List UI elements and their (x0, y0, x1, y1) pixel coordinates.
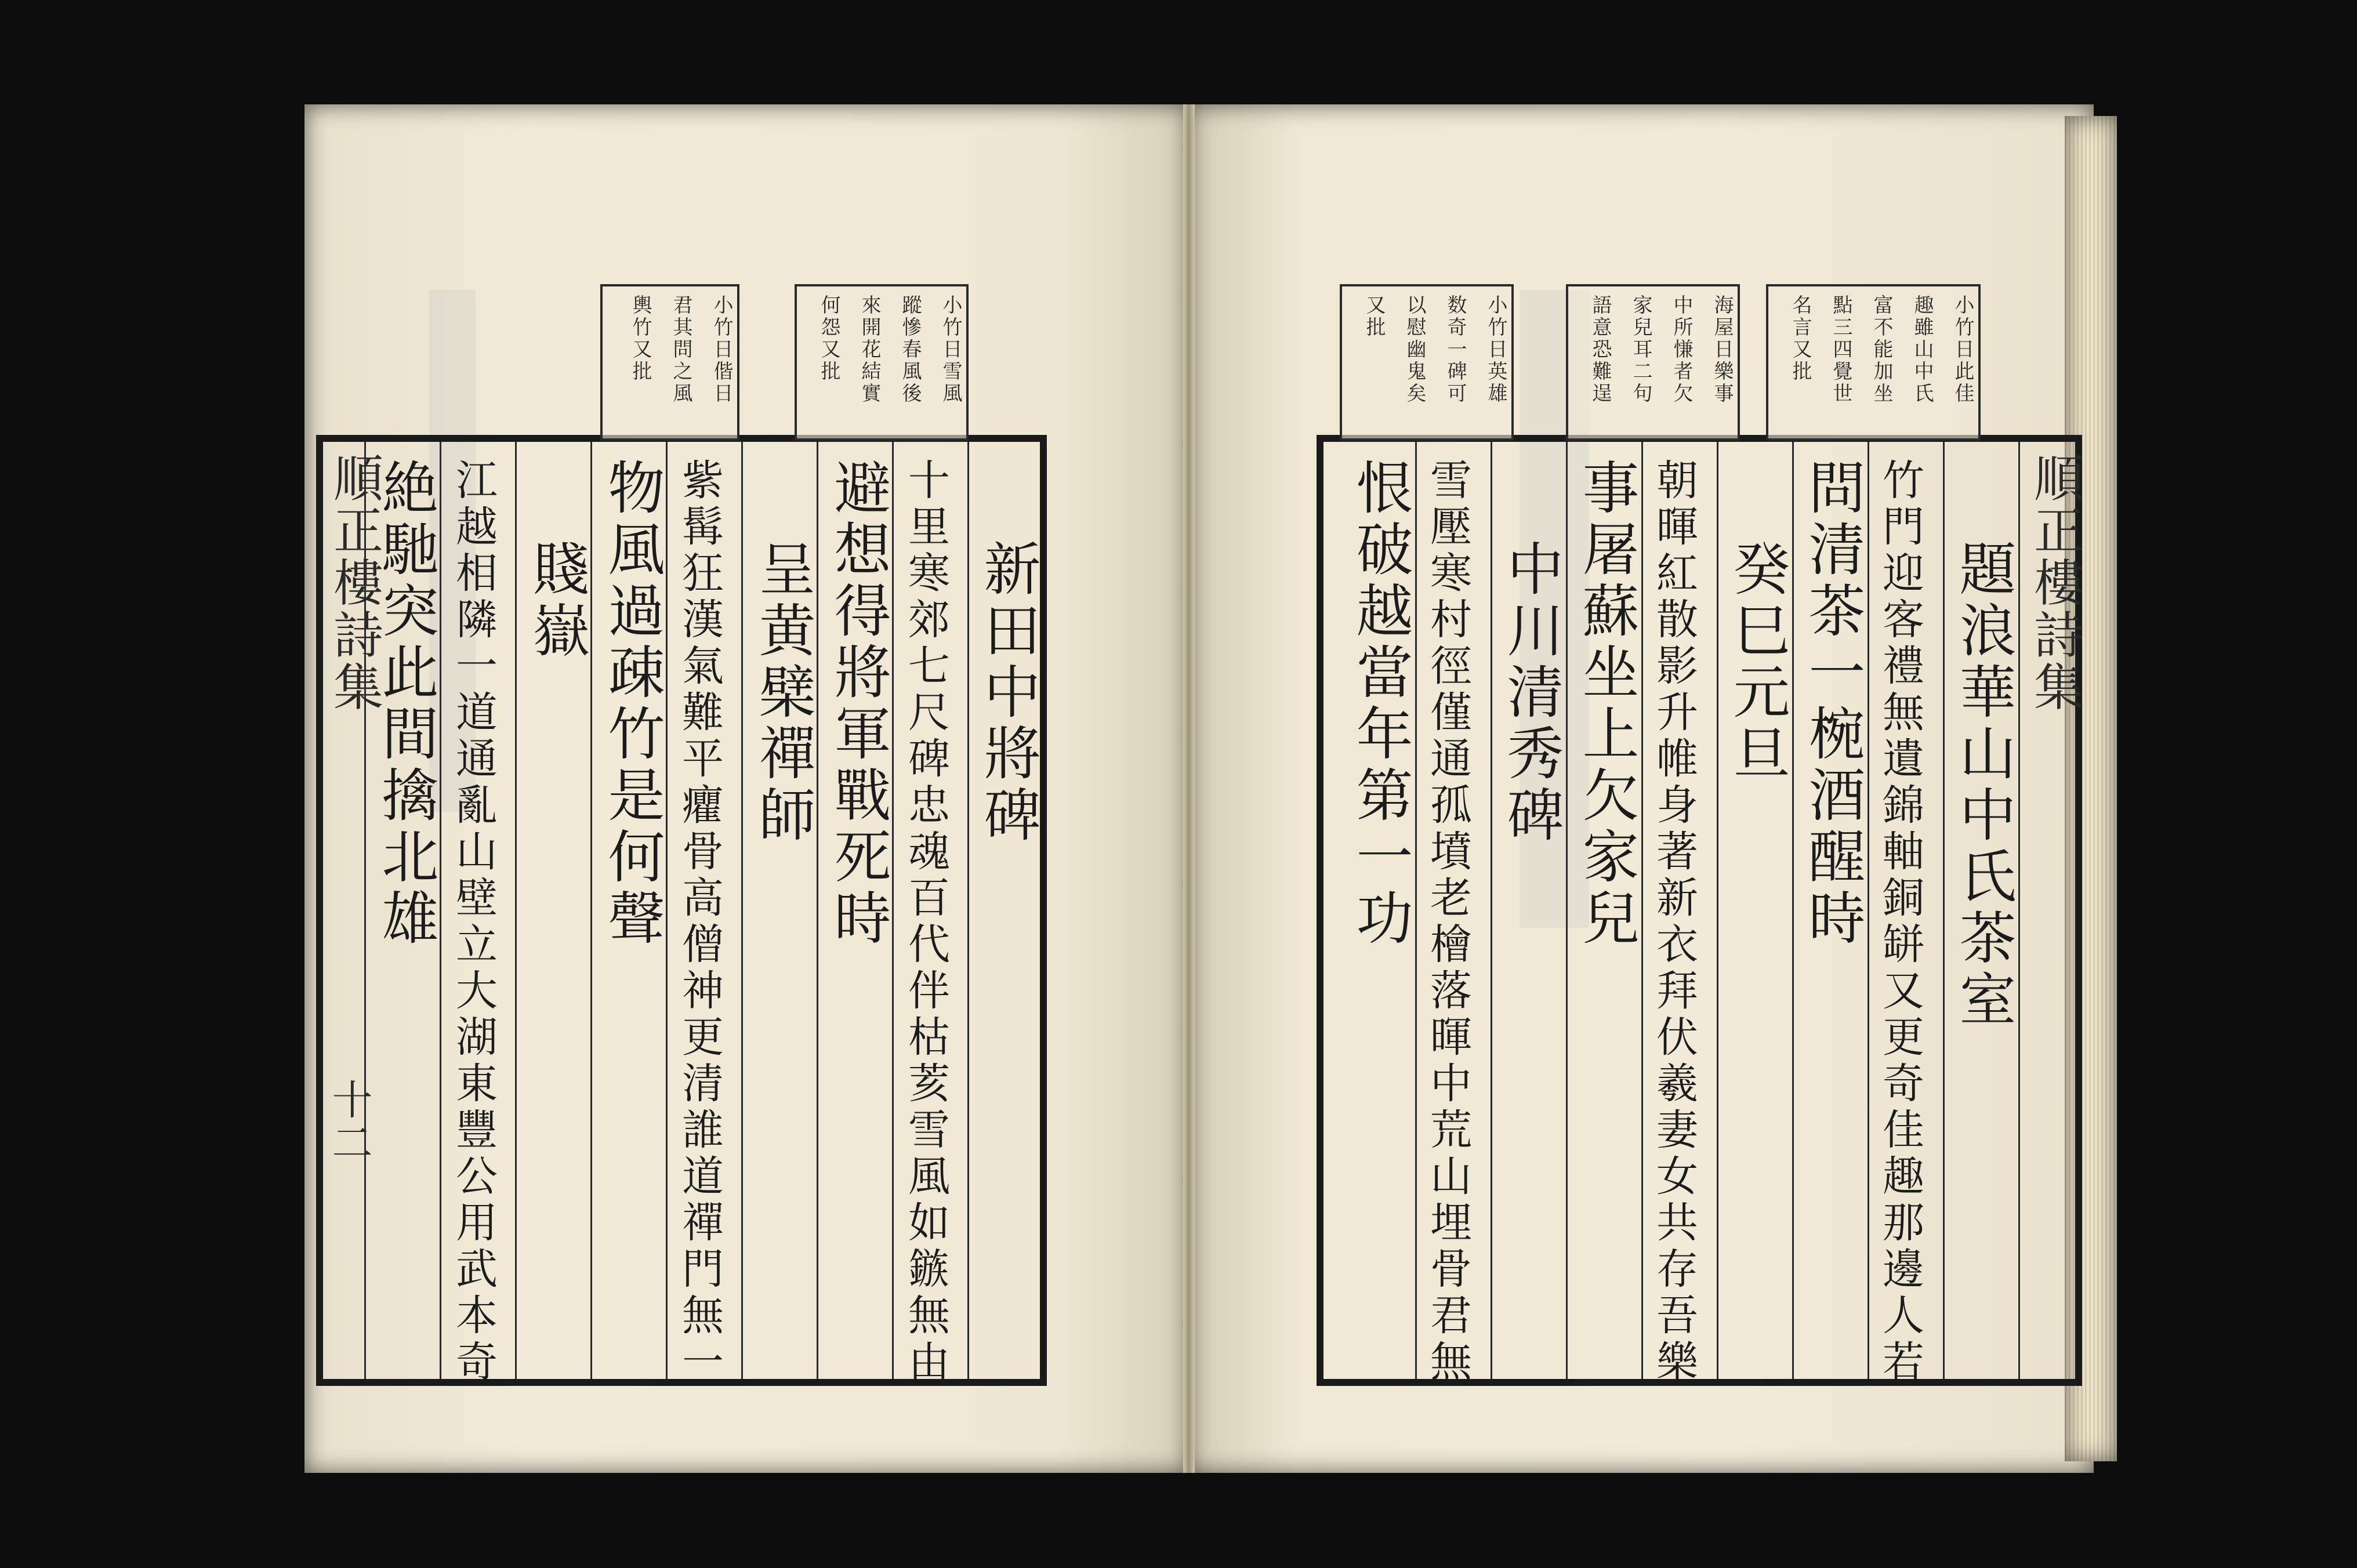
marginal-note-box (795, 284, 969, 441)
note-line: 何怨又批 (817, 295, 840, 383)
note-line: 海屋日樂事 (1710, 295, 1734, 405)
column-rule (666, 442, 668, 1379)
left-page-number: 十二 (325, 1079, 373, 1164)
note-line: 蹤慘春風後 (898, 295, 922, 405)
note-line: 小竹日此佳 (1951, 295, 1974, 405)
note-line: 小竹日英雄 (1484, 295, 1507, 405)
right-page-header: 順正樓詩集 (2025, 452, 2083, 713)
book-gutter (1183, 104, 1195, 1473)
poem-line: 紫髯狂漢氣難平癯骨高僧神更清誰道禪門無一 (675, 458, 724, 1386)
left-page-header: 順正樓詩集 (325, 452, 383, 713)
poem-title: 中川清秀碑 (1497, 539, 1564, 847)
note-line: 語意恐難逞 (1589, 295, 1612, 405)
poem-line: 江越相隣一道通亂山壁立大湖東豐公用武本奇 (449, 458, 498, 1386)
column-rule (1717, 442, 1718, 1379)
marginal-note-box (600, 284, 739, 441)
note-line: 家兒耳二句 (1629, 295, 1652, 405)
column-rule (1792, 442, 1794, 1379)
note-line: 點三四覺世 (1829, 295, 1852, 405)
note-line: 富不能加坐 (1870, 295, 1893, 405)
note-line: 小竹日雪風 (939, 295, 962, 405)
note-line: 來開花結實 (858, 295, 881, 405)
column-rule (515, 442, 517, 1379)
note-line: 輿竹又批 (629, 295, 652, 383)
column-rule (590, 442, 592, 1379)
note-line: 以慰幽鬼矣 (1403, 295, 1426, 405)
column-rule (1868, 442, 1869, 1379)
poem-line: 避想得將軍戰死時 (825, 458, 891, 950)
poem-line: 十里寒郊七尺碑忠魂百代伴枯荄雪風如鏃無由 (901, 458, 950, 1386)
marginal-note-box (1340, 284, 1514, 441)
column-rule (1943, 442, 1945, 1379)
column-rule (741, 442, 743, 1379)
poem-line: 恨破越當年第一功 (1347, 458, 1413, 950)
poem-line: 雪壓寒村徑僅通孤墳老檜落暉中荒山埋骨君無 (1423, 458, 1472, 1386)
poem-title: 癸巳元旦 (1724, 539, 1790, 785)
note-line: 中所慊者欠 (1670, 295, 1693, 405)
column-rule (892, 442, 894, 1379)
column-rule (1641, 442, 1643, 1379)
marginal-note-box (1566, 284, 1740, 441)
column-rule (1415, 442, 1417, 1379)
marginal-note-box (1766, 284, 1981, 441)
poem-line: 物風過疎竹是何聲 (599, 458, 665, 950)
note-line: 小竹日偕日 (710, 295, 733, 405)
note-line: 趣雖山中氏 (1910, 295, 1934, 405)
poem-title: 呈黄檗禪師 (749, 539, 815, 847)
column-rule (1491, 442, 1492, 1379)
note-line: 君其問之風 (669, 295, 692, 405)
column-rule (817, 442, 818, 1379)
note-line: 数奇一碑可 (1444, 295, 1467, 405)
poem-line: 絶馳突此間擒北雄 (372, 458, 438, 950)
poem-title: 題浪華山中氏茶室 (1950, 539, 2016, 1031)
poem-title: 賤嶽 (523, 539, 589, 662)
note-line: 又批 (1362, 295, 1386, 339)
poem-line: 竹門迎客禮無遺錦軸銅缾又更奇佳趣那邊人若 (1876, 458, 1924, 1386)
poem-line: 朝暉紅散影升帷身著新衣拜伏羲妻女共存吾樂 (1649, 458, 1698, 1386)
poem-title: 新田中將碑 (974, 539, 1040, 847)
column-rule (967, 442, 969, 1379)
column-rule (1566, 442, 1568, 1379)
poem-line: 問清茶一椀酒醒時 (1799, 458, 1865, 950)
note-line: 名言又批 (1789, 295, 1812, 383)
poem-line: 事屠蘇坐上欠家兒 (1573, 458, 1639, 950)
column-rule (440, 442, 441, 1379)
